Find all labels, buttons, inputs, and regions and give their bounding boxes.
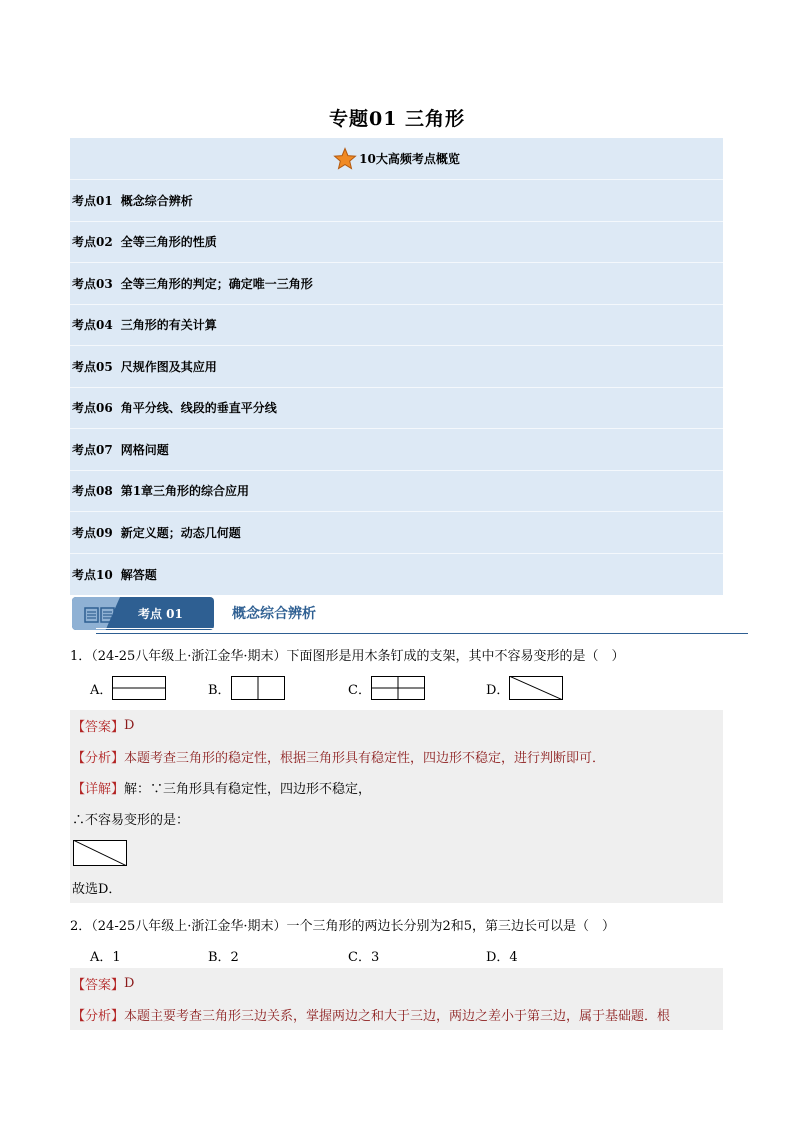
section-tab-label: 考点 01 bbox=[138, 607, 183, 621]
option-label: D． bbox=[486, 682, 510, 698]
shape-rect-cross-divided bbox=[371, 676, 425, 700]
analysis-text: 本题考查三角形的稳定性，根据三角形具有稳定性，四边形不稳定，进行判断即可． bbox=[124, 751, 606, 766]
item-text: 全等三角形的性质 bbox=[120, 235, 217, 250]
option-a: A．1 bbox=[90, 950, 121, 965]
section-title: 概念综合辨析 bbox=[232, 606, 316, 622]
option-label: C． bbox=[348, 682, 371, 698]
item-code: 考点03 bbox=[72, 276, 113, 291]
option-b bbox=[208, 676, 348, 700]
detail-line bbox=[70, 772, 723, 803]
item-code: 考点07 bbox=[72, 442, 113, 457]
star-icon bbox=[333, 147, 357, 171]
analysis-line bbox=[70, 741, 723, 772]
answer-tag: 【答案】 bbox=[72, 720, 125, 735]
item-text: 尺规作图及其应用 bbox=[120, 359, 217, 374]
option-c bbox=[348, 676, 486, 700]
answer-value: D bbox=[124, 976, 135, 991]
therefore-line bbox=[70, 803, 723, 834]
overview-item bbox=[70, 471, 723, 513]
detail-text: 解：∵三角形具有稳定性，四边形不稳定， bbox=[124, 782, 372, 797]
book-icon bbox=[84, 607, 116, 623]
item-text: 三角形的有关计算 bbox=[120, 318, 217, 333]
overview-item bbox=[70, 222, 723, 264]
item-code: 考点10 bbox=[72, 567, 113, 582]
item-code: 考点09 bbox=[72, 525, 113, 540]
overview-table bbox=[70, 138, 723, 595]
overview-header bbox=[70, 138, 723, 180]
answer-figure bbox=[70, 834, 723, 872]
question-1-stem: 1．（24-25八年级上·浙江金华·期末）下面图形是用木条钉成的支架，其中不容易变形的是（ ） bbox=[70, 649, 625, 664]
analysis-tag: 【分析】 bbox=[72, 1009, 125, 1024]
item-text: 新定义题；动态几何题 bbox=[120, 525, 241, 540]
option-d bbox=[486, 676, 563, 700]
shape-rect-horizontal-divided bbox=[112, 676, 166, 700]
option-c: C．3 bbox=[348, 950, 380, 965]
divider bbox=[96, 633, 748, 634]
item-code: 考点05 bbox=[72, 359, 113, 374]
shape-rect-vertical-divided bbox=[231, 676, 285, 700]
item-code: 考点04 bbox=[72, 318, 113, 333]
therefore-text: ∴不容易变形的是： bbox=[72, 813, 190, 828]
conclusion-line bbox=[70, 872, 723, 903]
item-text: 网格问题 bbox=[120, 442, 169, 457]
question-2-stem: 2．（24-25八年级上·浙江金华·期末）一个三角形的两边长分别为2和5，第三边长可以是（ ） bbox=[70, 919, 616, 934]
page-title: 专题01 三角形 bbox=[328, 108, 466, 130]
shape-rect-diagonal bbox=[509, 676, 563, 700]
item-text: 概念综合辨析 bbox=[120, 193, 193, 208]
divider bbox=[96, 628, 214, 629]
detail-tag: 【详解】 bbox=[72, 782, 125, 797]
item-code: 考点08 bbox=[72, 484, 113, 499]
overview-item bbox=[70, 554, 723, 596]
overview-item bbox=[70, 388, 723, 430]
shape-rect-diagonal bbox=[73, 840, 127, 866]
item-text: 第1章三角形的综合应用 bbox=[120, 484, 250, 499]
answer-value: D bbox=[124, 718, 135, 733]
option-a bbox=[90, 676, 208, 700]
item-text: 全等三角形的判定；确定唯一三角形 bbox=[120, 276, 313, 291]
analysis-text: 本题主要考查三角形三边关系，掌握两边之和大于三边，两边之差小于第三边，属于基础题．根 bbox=[124, 1009, 671, 1024]
item-code: 考点06 bbox=[72, 401, 113, 416]
question-1-options bbox=[90, 676, 563, 700]
option-label: B． bbox=[208, 682, 231, 698]
conclusion-text: 故选D． bbox=[72, 882, 122, 897]
answer-line bbox=[70, 968, 723, 999]
overview-header-text: 10大高频考点概览 bbox=[359, 152, 460, 166]
item-code: 考点02 bbox=[72, 235, 113, 250]
answer-line bbox=[70, 710, 723, 741]
item-text: 角平分线、线段的垂直平分线 bbox=[120, 401, 277, 416]
question-1-solution bbox=[70, 710, 723, 903]
question-2-solution bbox=[70, 968, 723, 1030]
item-code: 考点01 bbox=[72, 193, 113, 208]
overview-item bbox=[70, 180, 723, 222]
overview-item bbox=[70, 346, 723, 388]
answer-tag: 【答案】 bbox=[72, 978, 125, 993]
section-banner bbox=[72, 597, 752, 637]
overview-item bbox=[70, 512, 723, 554]
overview-item bbox=[70, 429, 723, 471]
question-2-options bbox=[90, 946, 518, 965]
analysis-tag: 【分析】 bbox=[72, 751, 125, 766]
overview-item bbox=[70, 305, 723, 347]
analysis-line bbox=[70, 999, 723, 1030]
overview-item bbox=[70, 263, 723, 305]
option-b: B．2 bbox=[208, 950, 239, 965]
item-text: 解答题 bbox=[120, 567, 157, 582]
option-label: A． bbox=[90, 682, 113, 698]
option-d: D．4 bbox=[486, 950, 518, 965]
